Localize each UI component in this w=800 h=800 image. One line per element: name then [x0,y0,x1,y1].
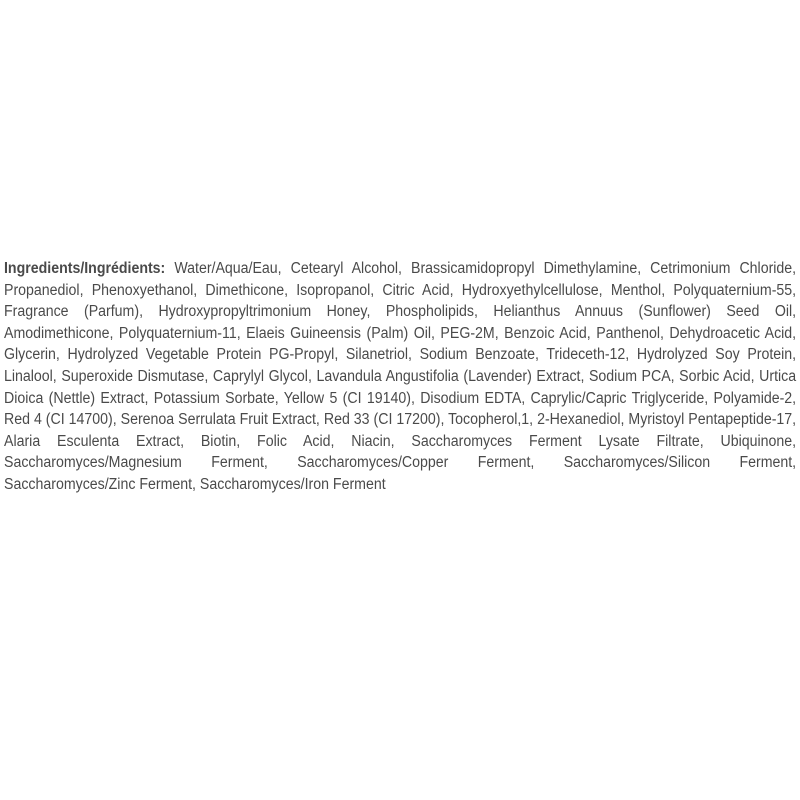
ingredients-panel [4,258,796,496]
ingredients-list: Water/Aqua/Eau, Cetearyl Alcohol, Brassicamidopropyl Dimethylamine, Cetrimonium Chloride, Propanediol, Phenoxyethanol, Dimethicone, Isopropanol, Citric Acid, Hydroxyethylcellulose, Menthol, Polyquaternium-55, Fragrance (Parfum), Hydroxypropyltrimonium Honey, Phospholipids, Helianthus Annuus (Sunflower) Seed Oil, Amodimethicone, Polyquaternium-11, Elaeis Guineensis (Palm) Oil, PEG-2M, Benzoic Acid, Panthenol, Dehydroacetic Acid, Glycerin, Hydrolyzed Vegetable Protein PG-Propyl, Silanetriol, Sodium Benzoate, Trideceth-12, Hydrolyzed Soy Protein, Linalool, Superoxide Dismutase, Caprylyl Glycol, Lavandula Angustifolia (Lavender) Extract, Sodium PCA, Sorbic Acid, Urtica Dioica (Nettle) Extract, Potassium Sorbate, Yellow 5 (CI 19140), Disodium EDTA, Caprylic/Capric Triglyceride, Polyamide-2, Red 4 (CI 14700), Serenoa Serrulata Fruit Extract, Red 33 (CI 17200), Tocopherol,1, 2-Hexanediol, Myristoyl Pentapeptide-17, Alaria Esculenta Extract, Biotin, Folic Acid, Niacin, Saccharomyces Ferment Lysate Filtrate, Ubiquinone, Saccharomyces/Magnesium Ferment, Saccharomyces/Copper Ferment, Saccharomyces/Silicon Ferment, Saccharomyces/Zinc Ferment, Saccharomyces/Iron Ferment [4,260,797,493]
ingredients-text [4,258,796,496]
ingredients-heading: Ingredients/Ingrédients: [4,260,166,277]
